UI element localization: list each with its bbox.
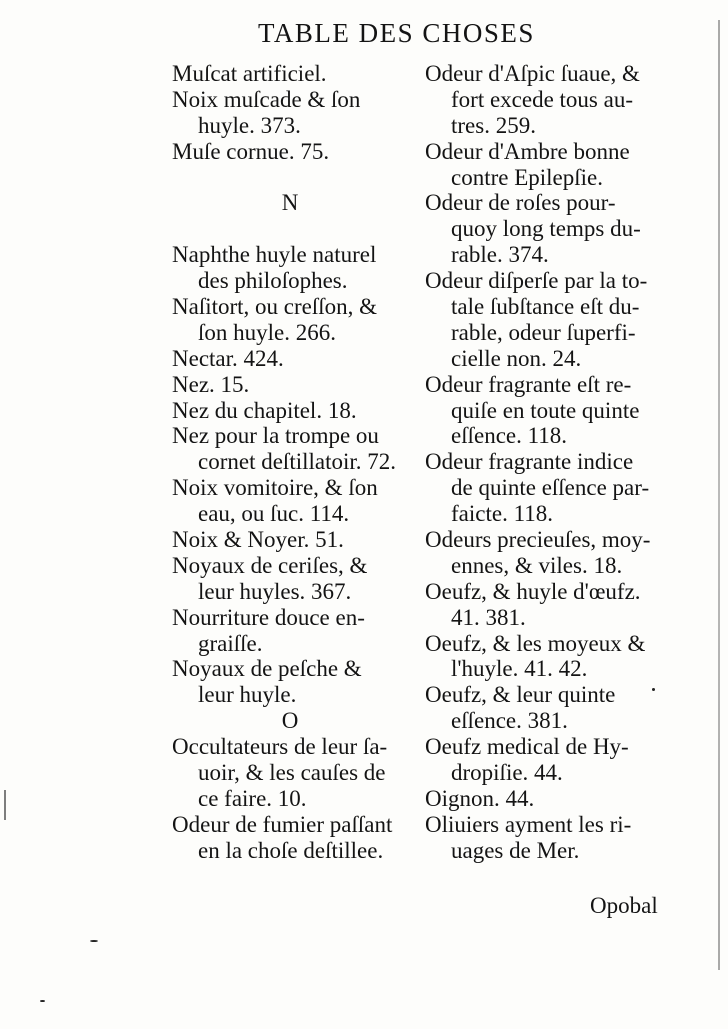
index-entry-line: Odeur de roſes pour- <box>425 190 616 216</box>
index-entry-line: Noix & Noyer. 51. <box>172 527 344 553</box>
index-entry-line: Nourriture douce en- <box>172 604 365 630</box>
index-entry-line: leur huyle. <box>198 682 297 708</box>
index-entry-line: Oeufz, & les moyeux & <box>425 630 646 656</box>
index-entry-line: Odeur fragrante indice <box>425 449 634 475</box>
index-entry-line: en la choſe deſtillee. <box>198 837 384 863</box>
index-entry-line: Noyaux de peſche & <box>172 656 362 682</box>
index-entry-line: Naphthe huyle naturel <box>172 242 377 268</box>
margin-mark <box>4 790 12 820</box>
index-entry-line: Odeur d'Aſpic ſuaue, & <box>425 61 640 86</box>
index-entry-line: quoy long temps du- <box>451 216 641 242</box>
index-entry-line: fort excede tous au- <box>451 86 634 112</box>
index-entry-line: Odeurs precieuſes, moy- <box>425 527 651 553</box>
index-entry-line: Oliuiers ayment les ri- <box>425 811 632 837</box>
index-entry-line: rable, odeur ſuperfi- <box>451 319 636 345</box>
index-entry-line: dropiſie. 44. <box>451 760 563 786</box>
section-letter: O <box>281 708 299 734</box>
index-entry-line: ſon huyle. 266. <box>198 319 336 345</box>
ink-speck <box>40 1000 45 1002</box>
index-entry-line: Muſcat artificiel. <box>172 61 327 86</box>
index-entry-line: Odeur fragrante eſt re- <box>425 371 632 397</box>
index-entry-line: Oignon. 44. <box>425 785 535 811</box>
blank-line <box>172 216 418 242</box>
index-entry-line: Noyaux de ceriſes, & <box>172 552 368 578</box>
index-entry-line: eſſence. 118. <box>451 423 568 449</box>
index-entry-line: l'huyle. 41. 42. <box>451 656 588 682</box>
index-entry-line: Noix muſcade & ſon <box>172 86 361 112</box>
index-column-left <box>172 61 418 864</box>
index-entry-line: Muſe cornue. 75. <box>172 138 330 164</box>
index-entry-line: 41. 381. <box>451 604 526 630</box>
page-edge-shadow <box>718 20 720 970</box>
index-entry-line: tale ſubſtance eſt du- <box>451 294 640 320</box>
index-entry-line: Oeufz medical de Hy- <box>425 734 629 760</box>
index-entry-line: rable. 374. <box>451 242 549 268</box>
index-entry-line: Noix vomitoire, & ſon <box>172 475 378 501</box>
index-entry-line: cielle non. 24. <box>451 345 582 371</box>
index-entry-line: Naſitort, ou creſſon, & <box>172 294 378 320</box>
index-entry-line: eau, ou ſuc. 114. <box>198 501 350 527</box>
section-letter: N <box>281 190 299 216</box>
catchword: Opobal <box>590 893 658 918</box>
index-entry-line: Odeur d'Ambre bonne <box>425 138 630 164</box>
index-entry-line: Occultateurs de leur ſa- <box>172 734 388 760</box>
ink-speck <box>90 940 98 942</box>
index-entry-line: Nez du chapitel. 18. <box>172 397 357 423</box>
index-entry-line: leur huyles. 367. <box>198 578 352 604</box>
index-entry-line: Oeufz, & leur quinte <box>425 682 616 708</box>
index-entry-line: quiſe en toute quinte <box>451 397 640 423</box>
index-entry-line: cornet deſtillatoir. 72. <box>198 449 397 475</box>
index-entry-line: eſſence. 381. <box>451 708 568 734</box>
index-entry-line: Oeufz, & huyle d'œufz. <box>425 578 641 604</box>
index-entry-line: des philoſophes. <box>198 268 348 294</box>
index-entry-line: ennes, & viles. 18. <box>451 552 623 578</box>
index-entry-line: huyle. 373. <box>198 112 301 138</box>
index-entry-line: faicte. 118. <box>451 501 553 527</box>
index-entry-line: uoir, & les cauſes de <box>198 760 386 786</box>
index-entry-line: Nectar. 424. <box>172 345 284 371</box>
index-entry-line: Odeur diſperſe par la to- <box>425 268 648 294</box>
ink-speck <box>652 688 655 691</box>
index-entry-line: de quinte eſſence par- <box>451 475 650 501</box>
index-entry-line: contre Epilepſie. <box>451 164 603 190</box>
index-entry-line: ce faire. 10. <box>198 785 307 811</box>
index-entry-line: uages de Mer. <box>451 837 580 863</box>
running-head: TABLE DES CHOSES <box>258 18 535 48</box>
index-entry-line: Odeur de fumier paſſant <box>172 811 393 837</box>
index-column-right <box>425 61 675 864</box>
index-entry-line: tres. 259. <box>451 112 536 138</box>
index-entry-line: Nez pour la trompe ou <box>172 423 379 449</box>
index-entry-line: graiſſe. <box>198 630 263 656</box>
index-entry-line: Nez. 15. <box>172 371 250 397</box>
blank-line <box>172 165 418 191</box>
